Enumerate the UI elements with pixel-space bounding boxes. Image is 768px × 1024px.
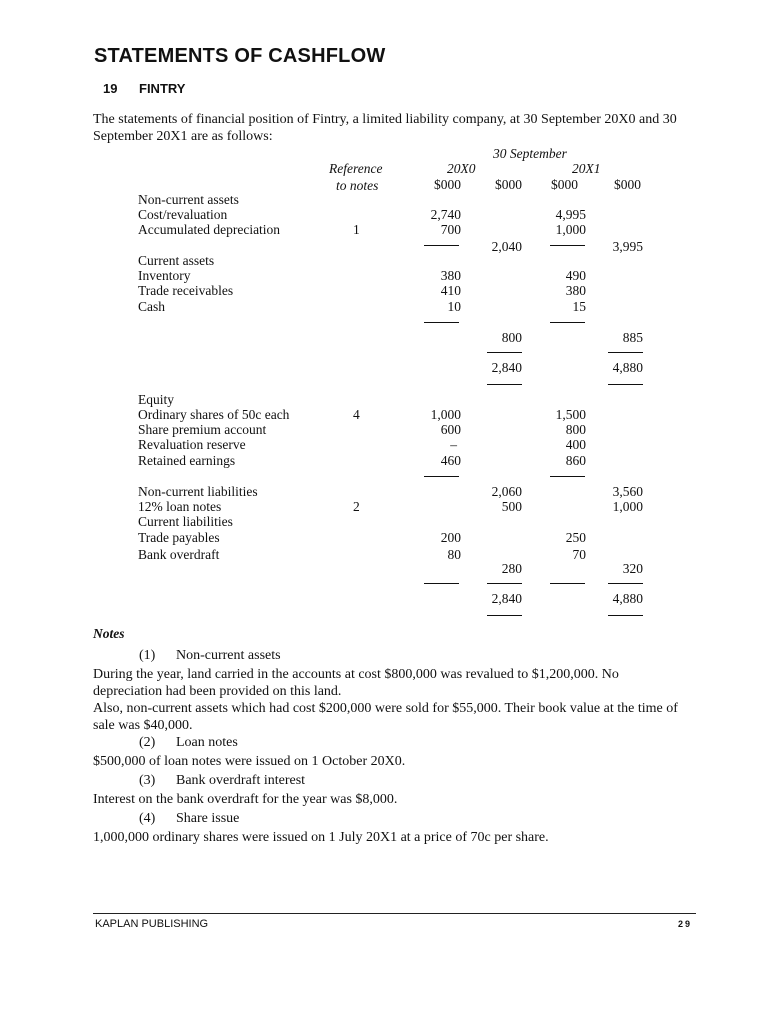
subtotal-rule: [550, 583, 585, 584]
year-a-header: 20X0: [447, 161, 476, 176]
row-label: Current assets: [138, 253, 215, 268]
total-rule: [487, 615, 522, 616]
note-reference: 2: [353, 499, 360, 514]
cell-value: 800: [565, 422, 586, 437]
row-label: Retained earnings: [138, 453, 236, 468]
note-text: Interest on the bank overdraft for the year was $8,000.: [93, 792, 398, 807]
cell-value: 80: [447, 547, 461, 562]
unit-header: $000: [495, 177, 522, 192]
unit-header: $000: [551, 177, 578, 192]
cell-value: 410: [440, 283, 461, 298]
note-text: depreciation had been provided on this land.: [93, 684, 342, 699]
row-label: Cost/revaluation: [138, 207, 228, 222]
cell-value: 700: [440, 222, 461, 237]
reference-header-2: to notes: [336, 178, 379, 193]
row-label: Cash: [138, 299, 165, 314]
subtotal-rule: [424, 322, 459, 323]
cell-value: 500: [501, 499, 522, 514]
subtotal-rule: [550, 476, 585, 477]
note-text: sale was $40,000.: [93, 718, 193, 733]
note-number: (4): [139, 811, 156, 826]
total-value: 4,880: [612, 360, 643, 375]
footer-rule: [93, 913, 696, 914]
row-label: Ordinary shares of 50c each: [138, 407, 290, 422]
footer-publisher: KAPLAN PUBLISHING: [95, 918, 209, 930]
subtotal-rule: [550, 245, 585, 246]
subtotal-rule: [424, 476, 459, 477]
cell-value: 280: [501, 561, 522, 576]
note-reference: 1: [353, 222, 360, 237]
cell-value: 400: [565, 437, 586, 452]
note-text: 1,000,000 ordinary shares were issued on 1 July 20X1 at a price of 70c per share.: [93, 830, 549, 845]
notes-heading: Notes: [93, 626, 125, 641]
note-title: Non-current assets: [176, 648, 281, 663]
cell-value: 250: [565, 530, 586, 545]
cell-value: 4,995: [555, 207, 586, 222]
intro-line-2: September 20X1 are as follows:: [93, 129, 273, 144]
cell-value: 3,560: [612, 484, 643, 499]
cell-value: –: [450, 437, 457, 452]
cell-value: 860: [565, 453, 586, 468]
row-label: Non-current liabilities: [138, 484, 258, 499]
note-number: (3): [139, 773, 156, 788]
subtotal-rule: [424, 583, 459, 584]
cell-value: 1,000: [612, 499, 643, 514]
row-label: Bank overdraft: [138, 547, 220, 562]
page-title: STATEMENTS OF CASHFLOW: [94, 45, 386, 67]
cell-value: 800: [501, 330, 522, 345]
cell-value: 2,740: [430, 207, 461, 222]
subtotal-rule: [608, 583, 643, 584]
row-label: Current liabilities: [138, 514, 233, 529]
cell-value: 2,060: [491, 484, 522, 499]
cell-value: 2,040: [491, 239, 522, 254]
cell-value: 380: [440, 268, 461, 283]
subtotal-rule: [487, 583, 522, 584]
cell-value: 200: [440, 530, 461, 545]
period-header: 30 September: [493, 146, 567, 161]
cell-value: 1,000: [430, 407, 461, 422]
row-label: Trade payables: [138, 530, 220, 545]
cell-value: 10: [447, 299, 461, 314]
cell-value: 70: [572, 547, 586, 562]
row-label: 12% loan notes: [138, 499, 222, 514]
total-rule: [487, 384, 522, 385]
total-rule: [608, 384, 643, 385]
note-text: $500,000 of loan notes were issued on 1 October 20X0.: [93, 754, 406, 769]
unit-header: $000: [434, 177, 461, 192]
unit-header: $000: [614, 177, 641, 192]
cell-value: 15: [572, 299, 586, 314]
subtotal-rule: [550, 322, 585, 323]
cell-value: 320: [622, 561, 643, 576]
cell-value: 1,500: [555, 407, 586, 422]
note-text: During the year, land carried in the accounts at cost $800,000 was revalued to $1,200,000. No: [93, 667, 619, 682]
row-label: Non-current assets: [138, 192, 239, 207]
page-number: 29: [677, 919, 692, 929]
total-value: 4,880: [612, 591, 643, 606]
cell-value: 885: [622, 330, 643, 345]
row-label: Revaluation reserve: [138, 437, 246, 452]
cell-value: 460: [440, 453, 461, 468]
row-label: Inventory: [138, 268, 191, 283]
year-b-header: 20X1: [572, 161, 601, 176]
note-text: Also, non-current assets which had cost $200,000 were sold for $55,000. Their book value at the time of: [93, 701, 678, 716]
cell-value: 1,000: [555, 222, 586, 237]
subtotal-rule: [608, 352, 643, 353]
note-title: Bank overdraft interest: [176, 773, 306, 788]
question-number: 19: [103, 81, 118, 96]
cell-value: 490: [565, 268, 586, 283]
note-number: (2): [139, 735, 156, 750]
cell-value: 600: [440, 422, 461, 437]
row-label: Trade receivables: [138, 283, 234, 298]
cell-value: 3,995: [612, 239, 643, 254]
intro-line-1: The statements of financial position of Fintry, a limited liability company, at 30 September 20X0 and 30: [93, 112, 677, 127]
total-value: 2,840: [491, 360, 522, 375]
question-title: FINTRY: [139, 81, 186, 96]
subtotal-rule: [487, 352, 522, 353]
total-rule: [608, 615, 643, 616]
row-label: Share premium account: [138, 422, 267, 437]
cell-value: 380: [565, 283, 586, 298]
row-label: Equity: [138, 392, 174, 407]
subtotal-rule: [424, 245, 459, 246]
total-value: 2,840: [491, 591, 522, 606]
note-title: Loan notes: [176, 735, 238, 750]
note-number: (1): [139, 648, 156, 663]
row-label: Accumulated depreciation: [138, 222, 281, 237]
reference-header: Reference: [329, 161, 383, 176]
note-reference: 4: [353, 407, 360, 422]
note-title: Share issue: [176, 811, 240, 826]
